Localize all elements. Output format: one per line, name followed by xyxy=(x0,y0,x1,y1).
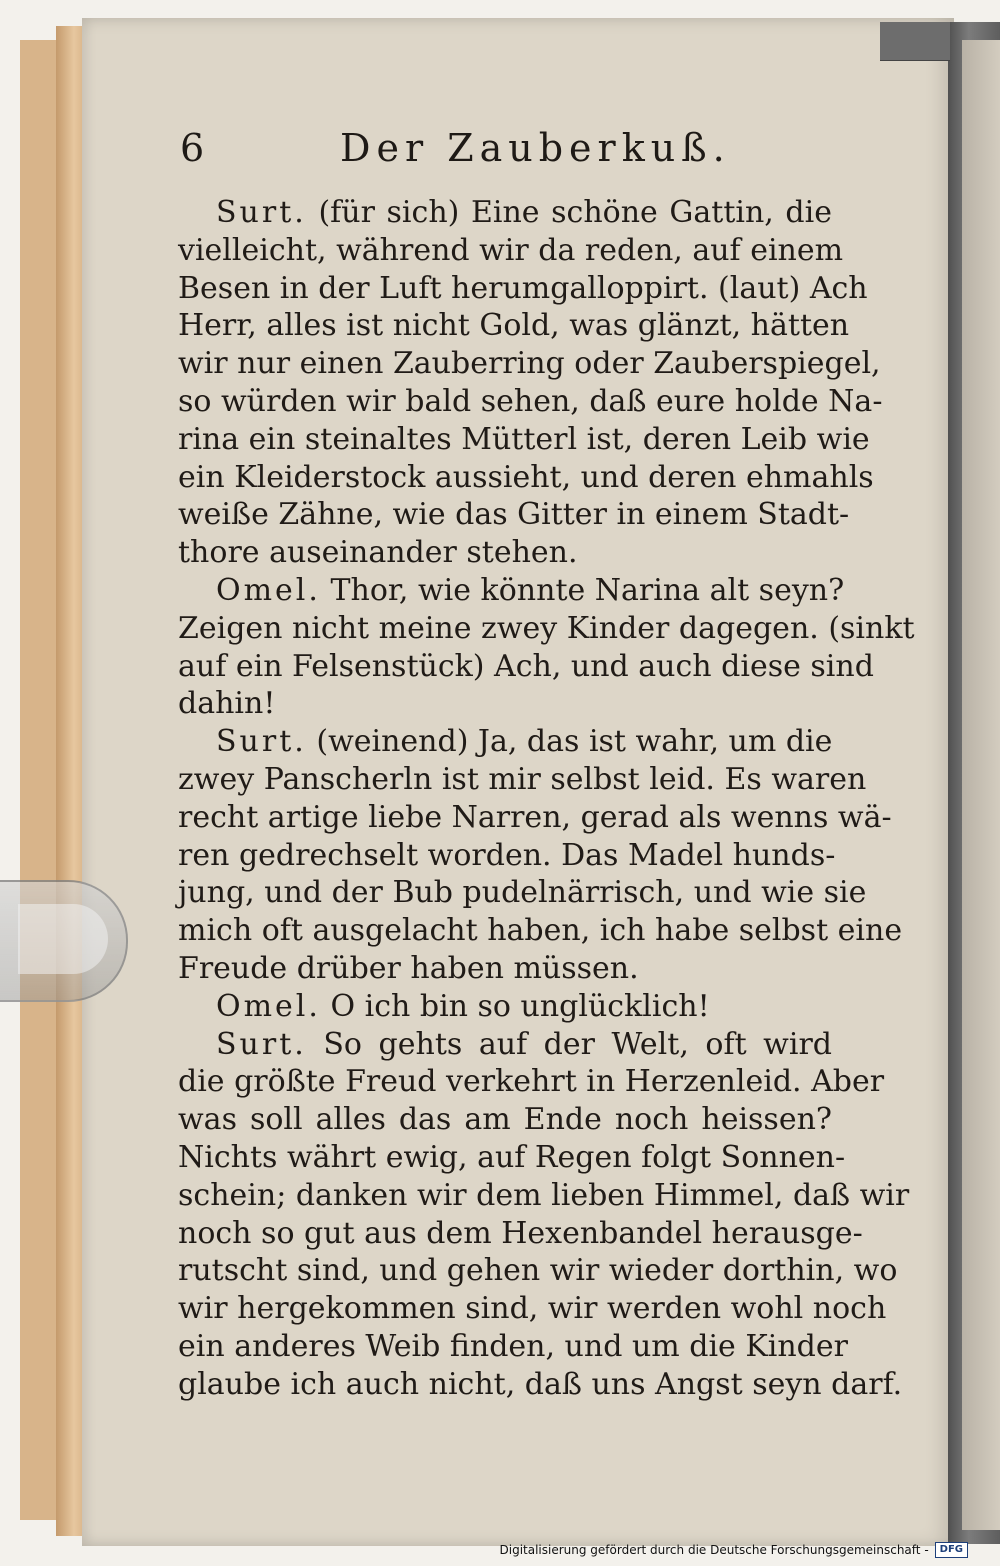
text-line xyxy=(178,912,903,950)
line-text: Herr, alles ist nicht Gold, was glänzt, hätten xyxy=(178,308,850,344)
text-line xyxy=(178,685,832,723)
text-line xyxy=(178,1177,910,1215)
speaker-name: Surt. xyxy=(216,1026,307,1062)
text-line xyxy=(178,648,874,686)
line-text: was soll alles das am Ende noch heissen? xyxy=(178,1102,832,1138)
line-text: Thor, wie könnte Narina alt seyn? xyxy=(330,572,845,608)
line-text: zwey Panscherln ist mir selbst leid. Es waren xyxy=(178,761,867,797)
text-line xyxy=(178,799,892,837)
line-text: dahin! xyxy=(178,686,276,722)
running-title: Der Zauberkuß. xyxy=(340,126,731,170)
text-line xyxy=(178,1252,898,1290)
text-line xyxy=(178,988,832,1026)
text-line xyxy=(178,837,836,875)
text-line xyxy=(178,421,870,459)
text-line xyxy=(178,232,844,270)
speaker-name: Surt. xyxy=(216,195,307,230)
text-line xyxy=(178,723,832,761)
line-text: Nichts währt ewig, auf Regen folgt Sonnen- xyxy=(178,1139,846,1175)
line-text: ein Kleiderstock aussieht, und deren ehmahls xyxy=(178,459,874,495)
line-text: rina ein steinaltes Mütterl ist, deren Leib wie xyxy=(178,421,870,457)
line-text: noch so gut aus dem Hexenbandel herausge- xyxy=(178,1215,863,1251)
text-line xyxy=(178,950,832,988)
line-text: die größte Freud verkehrt in Herzenleid. Aber xyxy=(178,1064,885,1100)
page-header xyxy=(180,126,820,178)
line-text: Freude drüber haben müssen. xyxy=(178,950,639,986)
text-line xyxy=(178,383,883,421)
text-line xyxy=(178,1366,903,1404)
text-line xyxy=(178,1101,832,1139)
line-text: so würden wir bald sehen, daß eure holde Na- xyxy=(178,383,883,419)
line-text: So gehts auf der Welt, oft wird xyxy=(323,1026,832,1062)
text-line xyxy=(178,307,850,345)
line-text: weiße Zähne, wie das Gitter in einem Stadt- xyxy=(178,497,850,533)
line-text: ein anderes Weib finden, und um die Kinder xyxy=(178,1328,848,1364)
text-line xyxy=(178,761,867,799)
line-text: O ich bin so unglücklich! xyxy=(330,988,710,1024)
text-line xyxy=(178,459,874,497)
text-line xyxy=(178,610,915,648)
line-text: wir nur einen Zauberring oder Zauberspiegel, xyxy=(178,346,881,382)
text-line xyxy=(178,1328,848,1366)
line-text: mich oft ausgelacht haben, ich habe selbst eine xyxy=(178,913,903,949)
page-body-text xyxy=(178,194,915,1404)
speaker-name: Omel. xyxy=(216,572,321,608)
page-clip xyxy=(880,22,950,61)
speaker-name: Omel. xyxy=(216,988,321,1024)
text-line xyxy=(178,270,868,308)
text-line xyxy=(178,874,867,912)
line-text: ren gedrechselt worden. Das Madel hunds- xyxy=(178,837,836,873)
dfg-logo: DFG xyxy=(935,1542,968,1558)
text-line xyxy=(178,1139,846,1177)
line-text: vielleicht, während wir da reden, auf einem xyxy=(178,232,844,268)
glass-page-clamp xyxy=(0,880,128,1002)
speaker-name: Surt. xyxy=(216,724,307,760)
line-text: Besen in der Luft herumgalloppirt. (laut) Ach xyxy=(178,270,868,306)
text-line xyxy=(178,496,850,534)
line-text: Zeigen nicht meine zwey Kinder dagegen. (sinkt xyxy=(178,610,915,646)
line-text: recht artige liebe Narren, gerad als wenns wä- xyxy=(178,799,892,835)
digitization-footer xyxy=(500,1540,969,1560)
text-line xyxy=(178,1215,863,1253)
text-line xyxy=(178,345,881,383)
footer-text: Digitalisierung gefördert durch die Deutsche Forschungsgemeinschaft - xyxy=(499,1543,929,1557)
text-line xyxy=(178,194,832,232)
line-text: (für sich) Eine schöne Gattin, die xyxy=(318,195,832,230)
line-text: wir hergekommen sind, wir werden wohl noch xyxy=(178,1291,887,1327)
line-text: jung, und der Bub pudelnärrisch, und wie sie xyxy=(178,875,867,911)
line-text: auf ein Felsenstück) Ach, und auch diese sind xyxy=(178,648,874,684)
line-text: rutscht sind, und gehen wir wieder dorthin, wo xyxy=(178,1253,898,1289)
text-line xyxy=(178,1026,832,1064)
text-line xyxy=(178,1290,887,1328)
facing-page-edge xyxy=(962,40,1000,1530)
text-line xyxy=(178,1063,885,1101)
line-text: (weinend) Ja, das ist wahr, um die xyxy=(316,724,833,760)
page-number: 6 xyxy=(180,126,205,170)
line-text: thore auseinander stehen. xyxy=(178,535,578,571)
text-line xyxy=(178,572,845,610)
text-line xyxy=(178,534,832,572)
line-text: glaube ich auch nicht, daß uns Angst seyn darf. xyxy=(178,1366,903,1402)
line-text: schein; danken wir dem lieben Himmel, daß wir xyxy=(178,1177,910,1213)
